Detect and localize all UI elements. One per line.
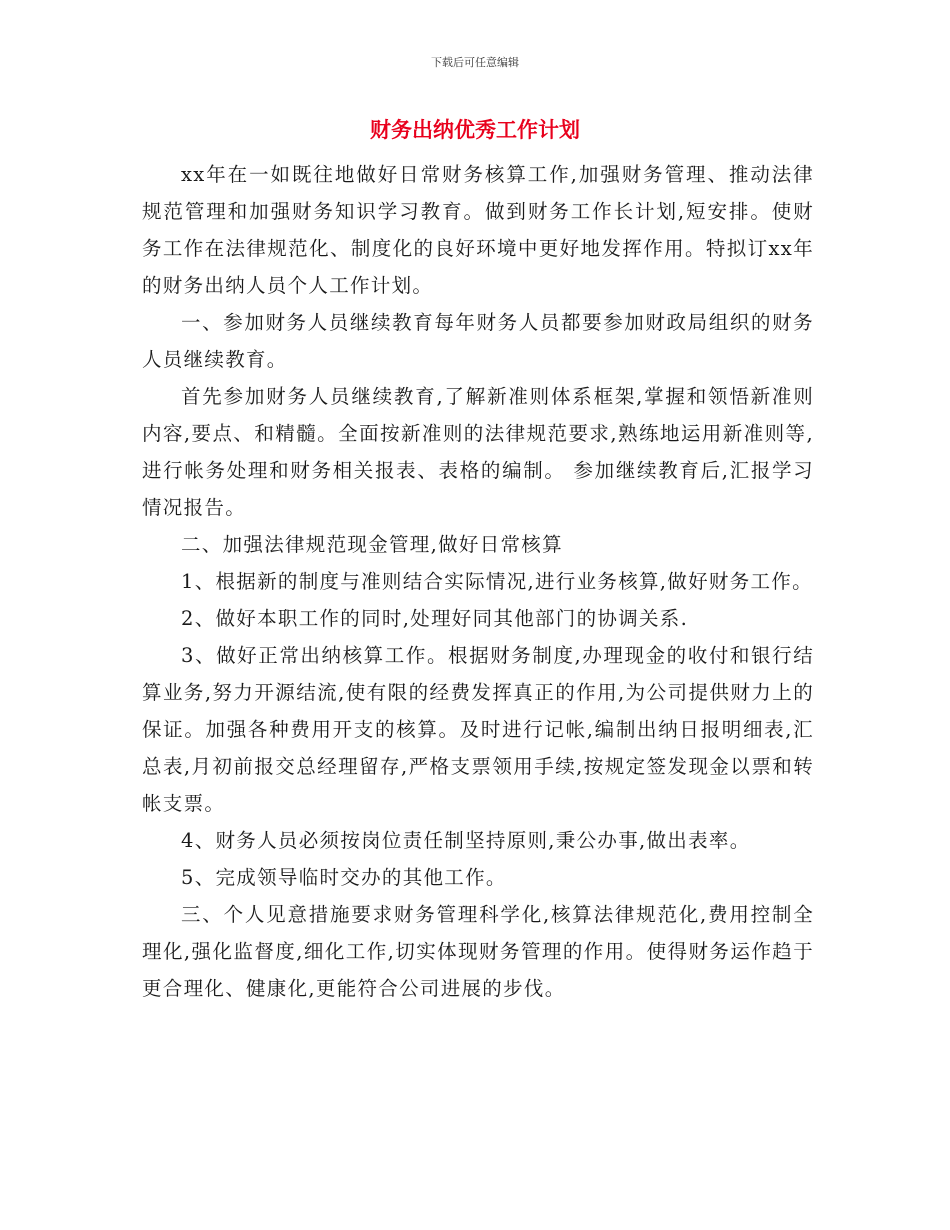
paragraph: 3、做好正常出纳核算工作。根据财务制度,办理现金的收付和银行结算业务,努力开源结流,使有限的经费发挥真正的作用,为公司提供财力上的保证。加强各种费用开支的核算。及时进行记帐,编制出纳日报明细表,汇总表,月初前报交总经理留存,严格支票领用手续,按规定签发现金以票和转帐支票。 [142, 644, 814, 815]
paragraph: 一、参加财务人员继续教育每年财务人员都要参加财政局组织的财务人员继续教育。 [142, 311, 814, 371]
header-note: 下载后可任意编辑 [431, 56, 519, 69]
document-body [142, 156, 814, 1007]
paragraph: 二、加强法律规范现金管理,做好日常核算 [181, 533, 563, 556]
paragraph: 5、完成领导临时交办的其他工作。 [181, 866, 507, 889]
paragraph: 三、个人见意措施要求财务管理科学化,核算法律规范化,费用控制全理化,强化监督度,细化工作,切实体现财务管理的作用。使得财务运作趋于更合理化、健康化,更能符合公司进展的步伐。 [142, 903, 814, 1000]
paragraph: 首先参加财务人员继续教育,了解新准则体系框架,掌握和领悟新准则内容,要点、和精髓。全面按新准则的法律规范要求,熟练地运用新准则等,进行帐务处理和财务相关报表、表格的编制。 参加继续教育后,汇报学习情况报告。 [142, 385, 814, 519]
paragraph: xx年在一如既往地做好日常财务核算工作,加强财务管理、推动法律规范管理和加强财务知识学习教育。做到财务工作长计划,短安排。使财务工作在法律规范化、制度化的良好环境中更好地发挥作用。特拟订xx年的财务出纳人员个人工作计划。 [142, 163, 814, 297]
paragraph: 1、根据新的制度与准则结合实际情况,进行业务核算,做好财务工作。 [181, 570, 813, 593]
paragraph: 2、做好本职工作的同时,处理好同其他部门的协调关系. [181, 607, 689, 630]
paragraph: 4、财务人员必须按岗位责任制坚持原则,秉公办事,做出表率。 [181, 829, 751, 852]
document-title: 财务出纳优秀工作计划 [370, 118, 580, 142]
